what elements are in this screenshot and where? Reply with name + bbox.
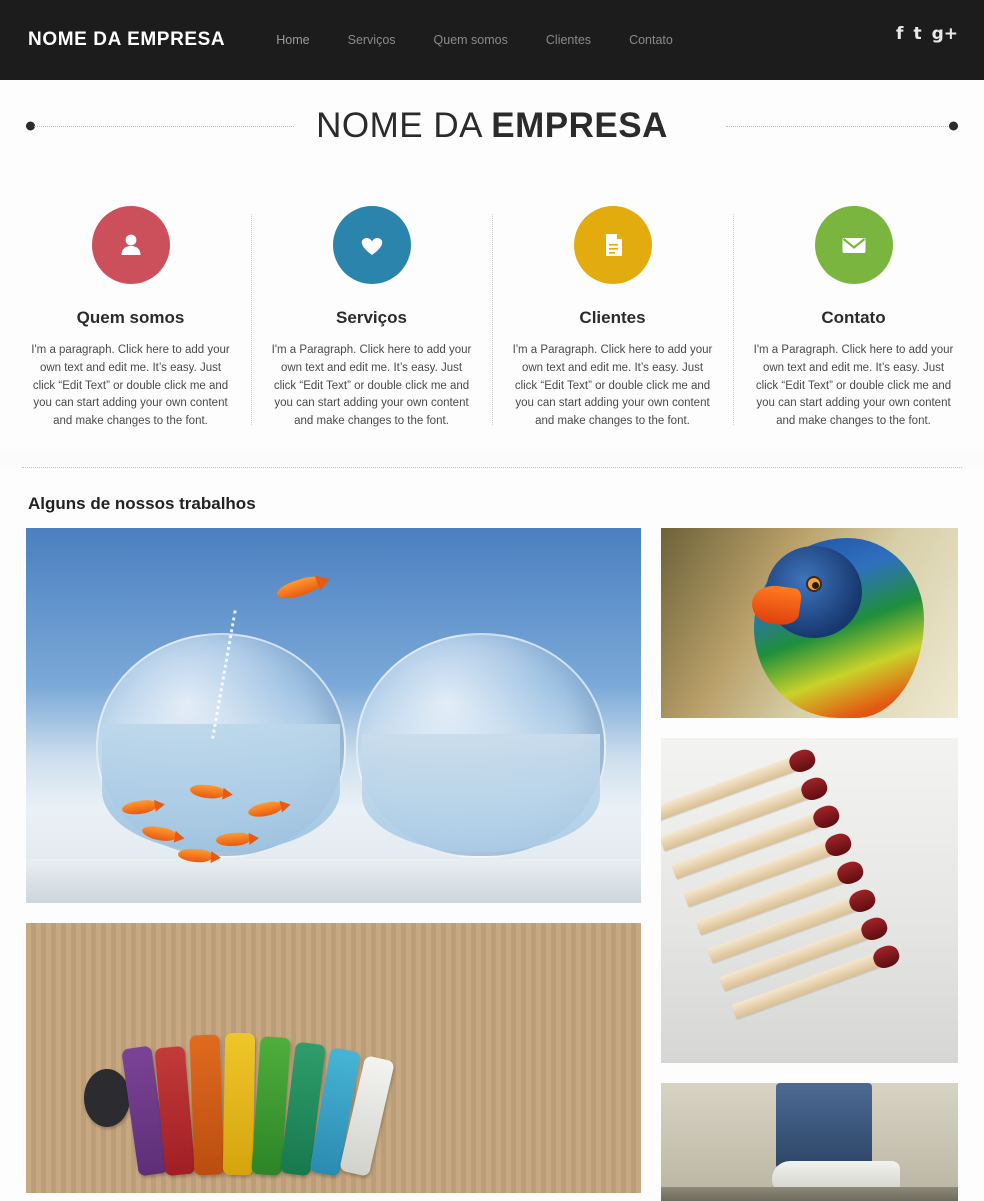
hero-section: [0, 80, 984, 172]
feature-text: I'm a Paragraph. Click here to add your own text and edit me. It’s easy. Just click “Edit Text” or double click me and you can start adding your own content and make changes to the font.: [512, 344, 713, 428]
skateboarder-feet-photo[interactable]: [661, 1083, 958, 1201]
chalk-stick: [223, 1033, 255, 1176]
main-nav: [257, 27, 692, 53]
feature-text: I'm a paragraph. Click here to add your own text and edit me. It’s easy. Just click “Edit Text” or double click me and you can start adding your own content and make changes to the font.: [31, 344, 230, 428]
feature-title: Contato: [821, 308, 886, 327]
document-icon: [574, 206, 652, 284]
works-gallery: [0, 528, 984, 1201]
feature-title: Quem somos: [76, 308, 185, 327]
feature-title: Clientes: [579, 308, 646, 327]
gallery-column-right: [661, 528, 958, 1201]
facebook-icon[interactable]: f: [896, 24, 904, 44]
social-links: [896, 26, 958, 43]
fishbowl-right: [356, 633, 606, 858]
jeans-leg: [776, 1083, 872, 1167]
page-title: [298, 106, 686, 146]
feature-contato[interactable]: [733, 206, 974, 431]
hero-title-light: NOME DA: [316, 106, 492, 145]
skateboard: [661, 1187, 958, 1201]
person-icon: [92, 206, 170, 284]
works-heading: Alguns de nossos trabalhos: [0, 468, 984, 528]
gallery-column-left: [26, 528, 641, 1201]
feature-servicos[interactable]: [251, 206, 492, 431]
heart-icon: [333, 206, 411, 284]
photo-shelf: [26, 859, 641, 903]
features-section: [0, 172, 984, 451]
colored-chalk-sticks-photo[interactable]: [26, 923, 641, 1193]
feature-text: I'm a Paragraph. Click here to add your own text and edit me. It’s easy. Just click “Edit Text” or double click me and you can start adding your own content and make changes to the font.: [753, 344, 954, 428]
google-plus-icon[interactable]: g+: [931, 24, 958, 44]
nav-item-quem-somos[interactable]: Quem somos: [433, 33, 508, 47]
jumping-goldfish: [275, 573, 324, 602]
bowl-water: [362, 734, 600, 852]
feature-clientes[interactable]: [492, 206, 733, 431]
chalk-stick: [190, 1035, 225, 1176]
feature-title: Serviços: [336, 308, 407, 327]
hero-title-bold: EMPRESA: [491, 106, 668, 145]
fishbowl-left: [96, 633, 346, 858]
envelope-icon: [815, 206, 893, 284]
hero-rule-right: [726, 126, 950, 127]
chalk-stick: [84, 1069, 130, 1127]
hero-dot-right: [949, 122, 958, 131]
hero-rule-left: [34, 126, 294, 127]
rainbow-lorikeet-parrot-photo[interactable]: [661, 528, 958, 718]
site-header: [0, 0, 984, 80]
row-of-matchsticks-photo[interactable]: [661, 738, 958, 1063]
nav-item-contato[interactable]: Contato: [629, 33, 673, 47]
goldfish-jumping-between-bowls-photo[interactable]: [26, 528, 641, 903]
nav-item-clientes[interactable]: Clientes: [545, 33, 592, 47]
nav-item-servicos[interactable]: Serviços: [347, 33, 396, 47]
brand-title: NOME DA EMPRESA: [28, 29, 226, 50]
feature-quem-somos[interactable]: [10, 206, 251, 431]
parrot-eye: [806, 576, 822, 592]
feature-text: I'm a Paragraph. Click here to add your own text and edit me. It’s easy. Just click “Edit Text” or double click me and you can start adding your own content and make changes to the font.: [271, 344, 472, 428]
twitter-icon[interactable]: t: [913, 24, 922, 44]
nav-item-home[interactable]: Home: [276, 33, 310, 47]
